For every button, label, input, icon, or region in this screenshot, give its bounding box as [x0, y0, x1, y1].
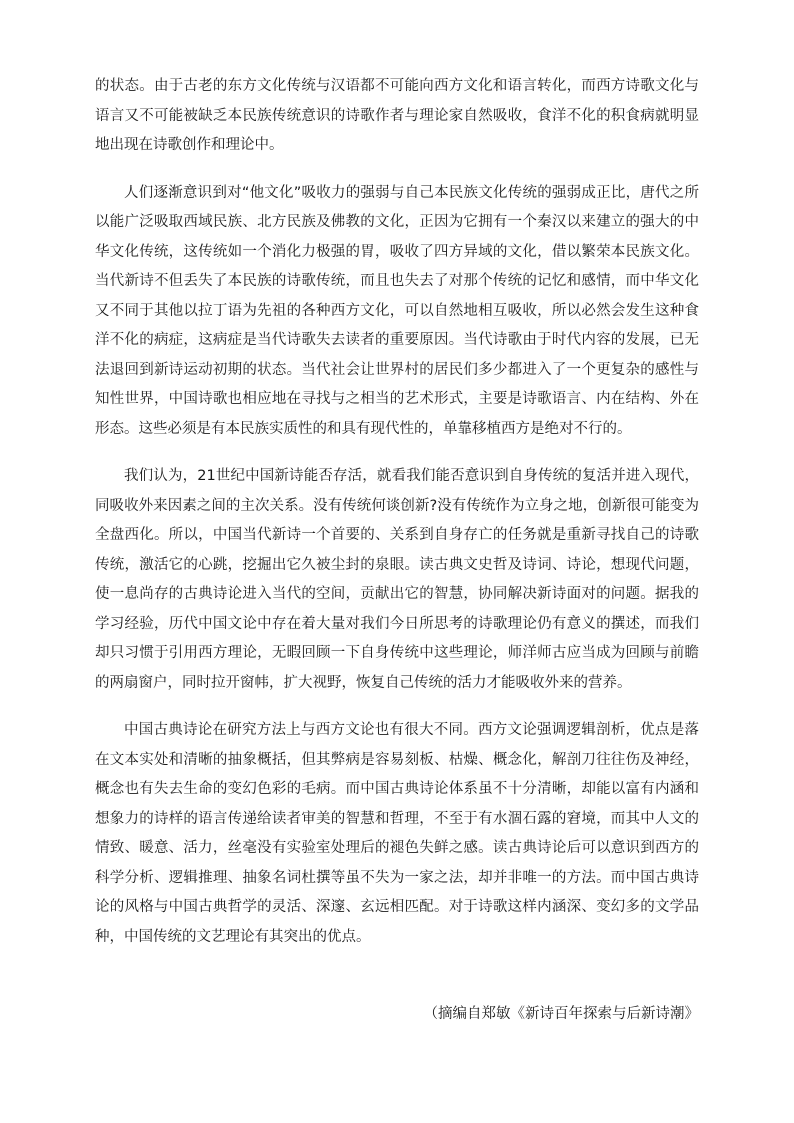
paragraph-2: 人们逐渐意识到对“他文化”吸收力的强弱与自己本民族文化传统的强弱成正比，唐代之所以能广泛吸取西域民族、北方民族及佛教的文化，正因为它拥有一个秦汉以来建立的强大的中华文化传统，这传统如一个消化力极强的胃，吸收了四方异域的文化，借以繁荣本民族文化。当代新诗不但丢失了本民族的诗歌传统，而且也失去了对那个传统的记忆和感情，而中华文化又不同于其他以拉丁语为先祖的各种西方文化，可以自然地相互吸收，所以必然会发生这种食洋不化的病症，这病症是当代诗歌失去读者的重要原因。当代诗歌由于时代内容的发展，已无法退回到新诗运动初期的状态。当代社会让世界村的居民们多少都进入了一个更复杂的感性与知性世界，中国诗歌也相应地在寻找与之相当的艺术形式，主要是诗歌语言、内在结构、外在形态。这些必须是有本民族实质性的和具有现代性的，单靠移植西方是绝对不行的。 — [95, 184, 699, 437]
paragraph-3: 我们认为，21世纪中国新诗能否存活，就看我们能否意识到自身传统的复活并进入现代，同吸收外来因素之间的主次关系。没有传统何谈创新?没有传统作为立身之地，创新很可能变为全盘西化。所以，中国当代新诗一个首要的、关系到自身存亡的任务就是重新寻找自己的诗歌传统，激活它的心跳，挖掘出它久被尘封的泉眼。读古典文史哲及诗词、诗论，想现代问题，使一息尚存的古典诗论进入当代的空间，贡献出它的智慧，协同解决新诗面对的问题。据我的学习经验，历代中国文论中存在着大量对我们今日所思考的诗歌理论仍有意义的撰述，而我们却只习惯于引用西方理论，无暇回顾一下自身传统中这些理论，师洋师古应当成为回顾与前瞻的两扇窗户，同时拉开窗帏，扩大视野，恢复自己传统的活力才能吸收外来的营养。 — [95, 468, 699, 691]
paragraph-4: 中国古典诗论在研究方法上与西方文论也有很大不同。西方文论强调逻辑剖析，优点是落在文本实处和清晰的抽象概括，但其弊病是容易刻板、枯燥、概念化，解剖刀往往伤及神经，概念也有失去生命的变幻色彩的毛病。而中国古典诗论体系虽不十分清晰，却能以富有内涵和想象力的诗样的语言传递给读者审美的智慧和哲理，不至于有水涸石露的窘境，而其中人文的情致、暖意、活力，丝毫没有实验室处理后的褪色失鲜之感。读古典诗论后可以意识到西方的科学分析、逻辑推理、抽象名词杜撰等虽不失为一家之法，却并非唯一的方法。而中国古典诗论的风格与中国古典哲学的灵活、深邃、玄远相匹配。对于诗歌这样内涵深、变幻多的文学品种，中国传统的文艺理论有其突出的优点。 — [95, 722, 699, 945]
paragraph-1: 的状态。由于古老的东方文化传统与汉语都不可能向西方文化和语言转化，而西方诗歌文化与语言又不可能被缺乏本民族传统意识的诗歌作者与理论家自然吸收，食洋不化的积食病就明显地出现在诗歌创作和理论中。 — [95, 78, 699, 153]
article-body — [95, 72, 699, 970]
source-attribution: （摘编自郑敏《新诗百年探索与后新诗潮》 — [423, 1006, 699, 1022]
